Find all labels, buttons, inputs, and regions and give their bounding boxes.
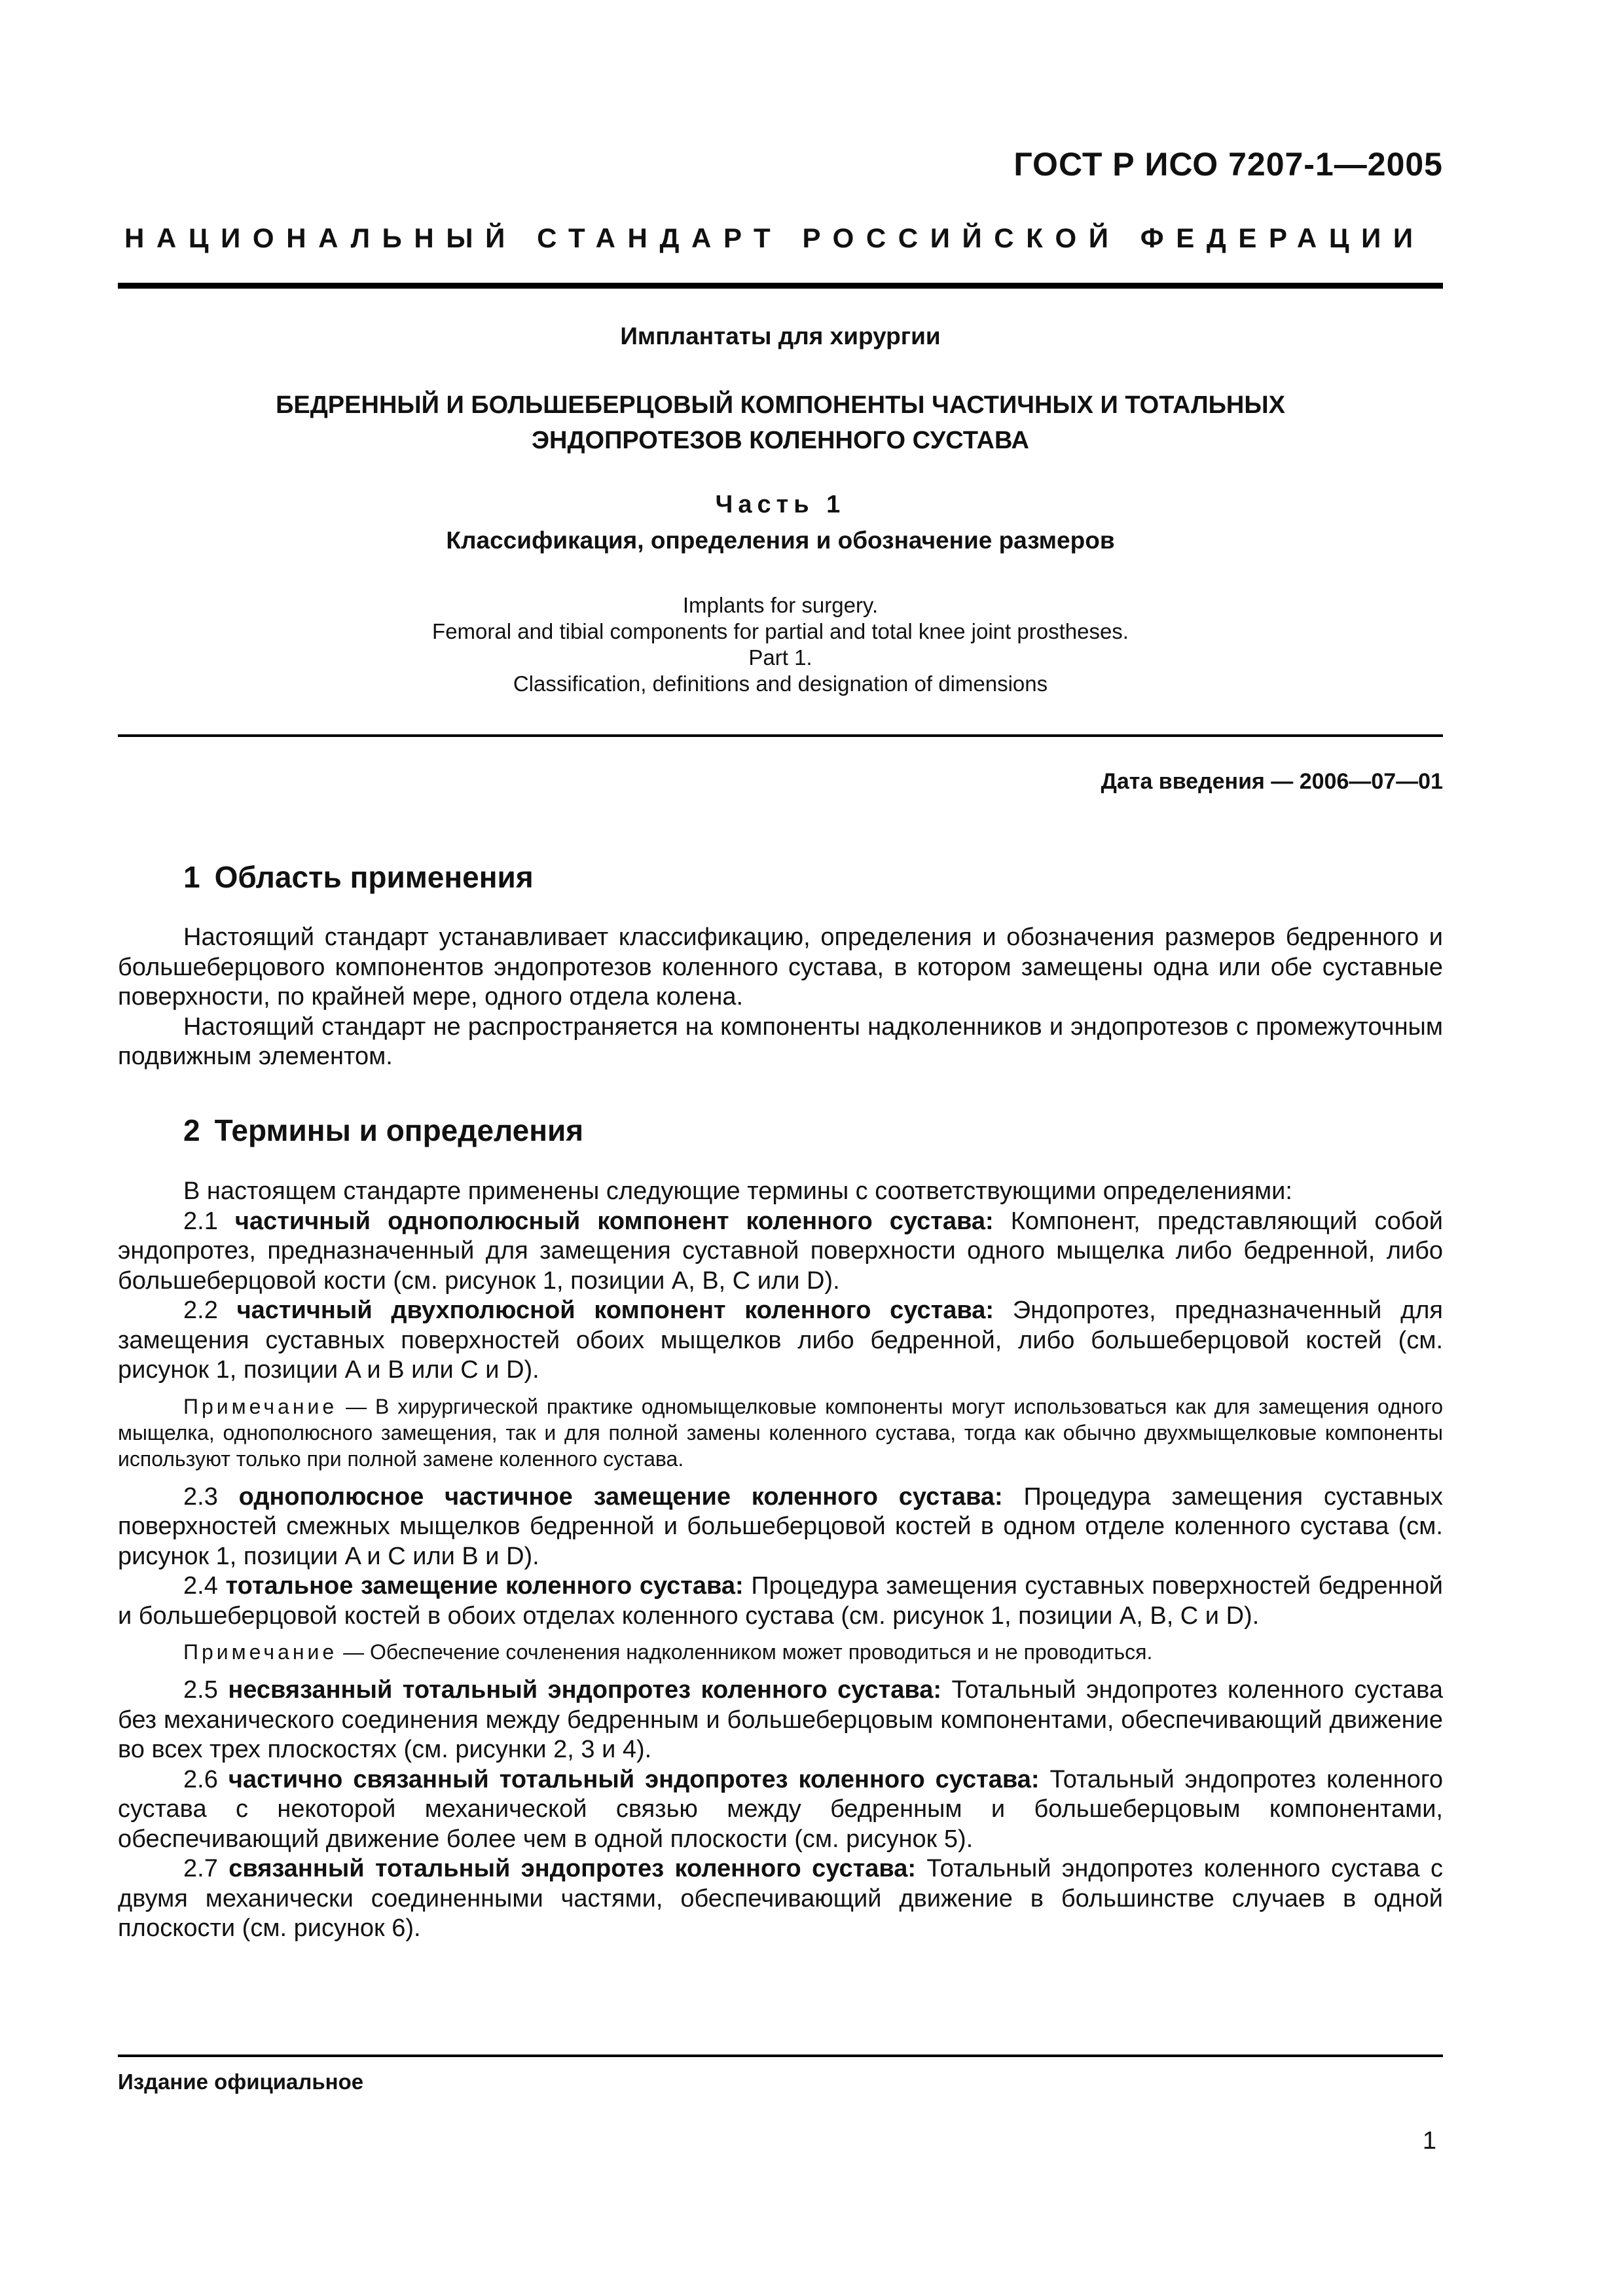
term-2-4: 2.4 тотальное замещение коленного сустава: Процедура замещения суставных поверхностей бедренной и большеберцовой костей в обоих отделах коленного сустава (см. рисунок 1, позиции A, B, C и D). [118, 1572, 1443, 1630]
term-2-1-definition: Компонент, представляющий собой эндопротез, предназначенный для замещения суставной поверхности одного мыщелка либо бедренной, либо большеберцовой кости (см. рисунок 1, позиции A, B, C или D). [118, 1207, 1444, 1295]
english-title [118, 592, 1443, 697]
official-edition-label: Издание официальное [118, 2070, 364, 2094]
term-2-6-name: частично связанный тотальный эндопротез коленного сустава: [228, 1765, 1040, 1793]
section-1-paragraph-1: Настоящий стандарт устанавливает классификацию, определения и обозначения размеров бедренного и большеберцового компонентов эндопротезов коленного сустава, в котором замещены одна или обе суставные поверхности, по крайней мере, одного отдела колена. [118, 924, 1443, 1011]
term-2-6-definition: Тотальный эндопротез коленного сустава с некоторой механической связью между бедренным и большеберцовым компонентами, обеспечивающий движение более чем в одной плоскости (см. рисунок 5). [118, 1765, 1443, 1853]
section-1-number: 1 [183, 860, 200, 894]
standard-designation: ГОСТ Р ИСО 7207-1—2005 [1013, 146, 1443, 183]
section-1-heading [183, 859, 534, 895]
part-subtitle: Классификация, определения и обозначение размеров [446, 527, 1115, 554]
term-2-7: 2.7 связанный тотальный эндопротез коленного сустава: Тотальный эндопротез коленного сустава с двумя механически соединенными частями, обеспечивающий движение в большинстве случаев в одной плоскости (см. рисунок 6). [118, 1855, 1443, 1942]
section-1-title: Область применения [214, 860, 534, 894]
section-2-body [118, 1177, 1443, 1944]
header-divider [118, 283, 1443, 289]
term-2-6: 2.6 частично связанный тотальный эндопротез коленного сустава: Тотальный эндопротез коленного сустава с некоторой механической связью между бедренным и большеберцовым компонентами, обеспечивающий движение более чем в одной плоскости (см. рисунок 5). [118, 1765, 1443, 1853]
section-1-paragraph-2: Настоящий стандарт не распространяется на компоненты надколенников и эндопротезов с промежуточным подвижным элементом. [118, 1013, 1443, 1070]
section-2-heading [183, 1113, 583, 1148]
term-2-7-definition: Тотальный эндопротез коленного сустава с двумя механически соединенными частями, обеспечивающий движение в большинстве случаев в одной плоскости (см. рисунок 6). [118, 1855, 1443, 1942]
footer-divider [118, 2054, 1443, 2057]
note-2 [118, 1639, 1443, 1665]
english-line-4: Classification, definitions and designation of dimensions [513, 672, 1048, 696]
note-2-text: — Обеспечение сочленения надколенником может проводиться и не проводиться. [343, 1640, 1153, 1664]
english-line-3: Part 1. [748, 645, 812, 670]
note-1-label: Примечание [183, 1394, 338, 1418]
english-line-1: Implants for surgery. [682, 593, 879, 617]
section-2-number: 2 [183, 1113, 200, 1147]
term-2-5: 2.5 несвязанный тотальный эндопротез коленного сустава: Тотальный эндопротез коленного сустава без механического соединения между бедренным и большеберцовым компонентами, обеспечивающий движение во всех трех плоскостях (см. рисунки 2, 3 и 4). [118, 1676, 1443, 1763]
term-2-2: 2.2 частичный двухполюсной компонент коленного сустава: Эндопротез, предназначенный для замещения суставных поверхностей обоих мыщелков либо бедренной, либо большеберцовой костей (см. рисунок 1, позиции A и B или C и D). [118, 1297, 1444, 1384]
title-divider [118, 734, 1443, 737]
document-title [118, 387, 1443, 458]
part-label: Часть 1 [715, 491, 846, 518]
english-line-2: Femoral and tibial components for partial and total knee joint prostheses. [432, 619, 1129, 643]
national-standard-banner: НАЦИОНАЛЬНЫЙ СТАНДАРТ РОССИЙСКОЙ ФЕДЕРАЦИИ [124, 223, 1425, 253]
section-2-intro: В настоящем стандарте применены следующие термины с соответствующими определениями: [183, 1177, 1292, 1205]
term-2-3-name: однополюсное частичное замещение коленного сустава: [238, 1482, 1003, 1511]
term-2-2-definition: Эндопротез, предназначенный для замещения суставных поверхностей обоих мыщелков либо бедренной, либо большеберцовой костей (см. рисунок 1, позиции A и B или C и D). [118, 1297, 1444, 1384]
term-2-7-name: связанный тотальный эндопротез коленного сустава: [228, 1855, 916, 1882]
title-line-2: ЭНДОПРОТЕЗОВ КОЛЕННОГО СУСТАВА [532, 427, 1029, 454]
term-2-4-definition: Процедура замещения суставных поверхностей бедренной и большеберцовой костей в обоих отделах коленного сустава (см. рисунок 1, позиции A, B, C и D). [118, 1572, 1443, 1630]
term-2-4-name: тотальное замещение коленного сустава: [225, 1572, 744, 1600]
note-1-text: — В хирургической практике одномыщелковые компоненты могут использоваться как для замещения одного мыщелка, однополюсного замещения, так и для полной замены коленного сустава, тогда как обычно двухмыщелковые компоненты используют только при полной замене коленного сустава. [118, 1394, 1443, 1471]
term-2-2-name: частичный двухполюсной компонент коленного сустава: [236, 1297, 994, 1324]
note-2-label: Примечание [183, 1640, 338, 1664]
section-1-body [118, 923, 1443, 1072]
introduction-date: Дата введения — 2006—07—01 [1101, 769, 1443, 794]
term-2-3: 2.3 однополюсное частичное замещение коленного сустава: Процедура замещения суставных поверхностей смежных мыщелков бедренной и большеберцовой костей в одном отделе коленного сустава (см. рисунок 1, позиции A и C или B и D). [118, 1482, 1444, 1570]
term-2-3-definition: Процедура замещения суставных поверхностей смежных мыщелков бедренной и большеберцовой костей в одном отделе коленного сустава (см. рисунок 1, позиции A и C или B и D). [118, 1482, 1444, 1570]
document-subject: Имплантаты для хирургии [620, 323, 941, 350]
term-2-1: 2.1 частичный однополюсный компонент коленного сустава: Компонент, представляющий собой эндопротез, предназначенный для замещения суставной поверхности одного мыщелка либо бедренной, либо большеберцовой кости (см. рисунок 1, позиции A, B, C или D). [118, 1207, 1444, 1295]
note-1 [118, 1393, 1443, 1472]
title-line-1: БЕДРЕННЫЙ И БОЛЬШЕБЕРЦОВЫЙ КОМПОНЕНТЫ ЧАСТИЧНЫХ И ТОТАЛЬНЫХ [276, 391, 1285, 419]
page-number: 1 [1422, 2127, 1436, 2155]
term-2-5-definition: Тотальный эндопротез коленного сустава без механического соединения между бедренным и большеберцовым компонентами, обеспечивающий движение во всех трех плоскостях (см. рисунки 2, 3 и 4). [118, 1676, 1443, 1763]
section-2-title: Термины и определения [214, 1113, 584, 1147]
term-2-1-name: частичный однополюсный компонент коленного сустава: [234, 1207, 994, 1235]
term-2-5-name: несвязанный тотальный эндопротез коленного сустава: [228, 1676, 942, 1704]
